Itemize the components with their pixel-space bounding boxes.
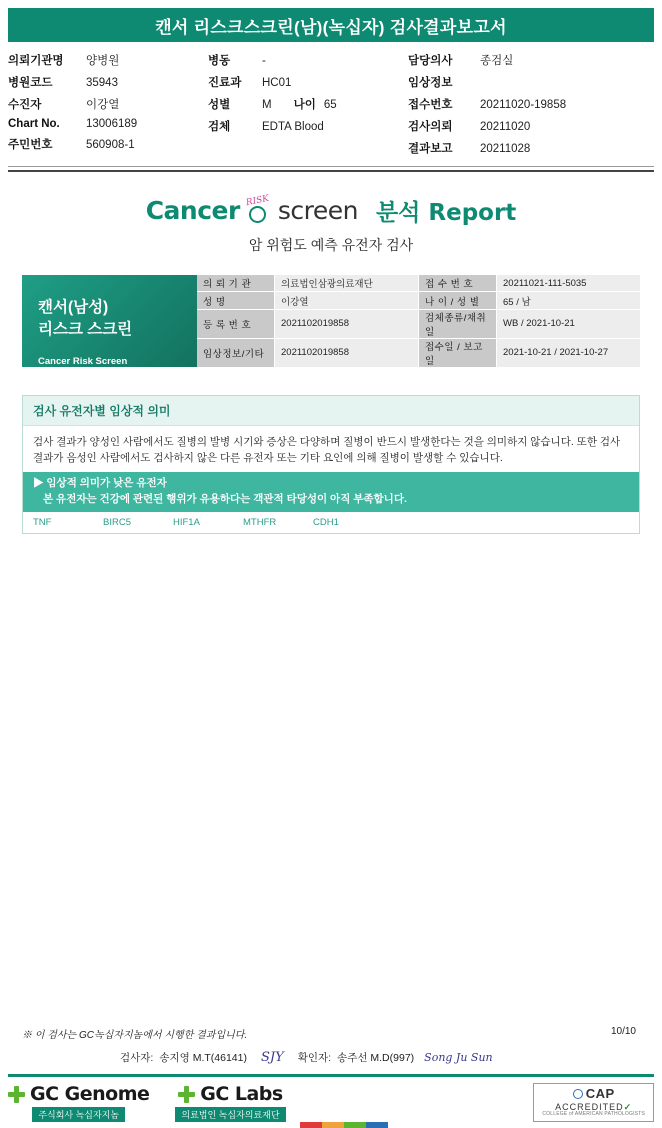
signature-row [120,1050,497,1065]
color-strip [300,1122,388,1128]
cell-value: WB / 2021-10-21 [497,310,640,339]
field-value: 종검실 [480,55,514,67]
cap-footnote: COLLEGE of AMERICAN PATHOLOGISTS [542,1111,645,1118]
field-label: 검사의뢰 [408,121,453,133]
footer-brand-gcgenome [8,1083,149,1122]
brand-name: GC Labs [200,1083,283,1105]
field-label: 접수번호 [408,99,453,111]
field-value: - [262,55,266,67]
brand-top-row [178,1083,283,1105]
info-row [408,74,638,90]
info-row-gender-age [208,96,408,112]
gene-list [23,512,639,533]
cap-globe-icon [573,1089,583,1099]
footer-note: ※ 이 검사는 GC녹십자지놈에서 시행한 결과입니다. [22,1030,248,1041]
info-row [408,118,638,134]
field-value: 20211020-19858 [480,99,567,111]
cell-value: 2021102019858 [275,339,419,367]
patient-info-column-1 [8,52,208,156]
cell-key: 접수일 / 보고일 [419,339,497,367]
brand-screen-text: screen [277,196,358,225]
risk-script-text: RISK [245,193,270,208]
patient-info-column-2 [208,52,408,156]
footer-brand-bar [8,1074,654,1122]
field-label: Chart No. [8,118,60,130]
table-row [197,310,640,339]
table-row [197,292,640,309]
field-label: 수진자 [8,99,42,111]
table-row [197,275,640,292]
field-value: HC01 [262,77,292,89]
cell-value: 2021102019858 [275,310,419,339]
brand-name: GC Genome [30,1083,150,1105]
footer-brand-group [8,1083,312,1122]
cell-value: 2021-10-21 / 2021-10-27 [497,339,640,367]
section-heading: 검사 유전자별 임상적 의미 [23,396,639,426]
tester-name: 송지영 M.T(46141) [159,1052,247,1064]
report-title-bar [8,8,654,42]
panel-title-line1: 캔서(남성) [38,299,109,316]
panel-title-sub: Cancer Risk Screen [38,355,128,367]
field-label: 주민번호 [8,139,53,151]
cap-accreditation-badge [533,1083,654,1122]
cell-key: 성 명 [197,292,275,309]
field-value: 13006189 [86,118,138,130]
info-row [408,140,638,156]
confirmer-name: 송주선 M.D(997) [337,1052,415,1064]
green-cross-icon [178,1086,195,1103]
brand-title-block [0,194,662,255]
cell-key: 접 수 번 호 [419,275,497,292]
info-row [208,118,408,134]
brand-subtitle: 암 위험도 예측 유전자 검사 [248,237,414,253]
field-label: 담당의사 [408,55,453,67]
table-row [197,339,640,367]
cell-key: 임상정보/기타 [197,339,275,367]
footer-brand-gclabs [175,1083,285,1122]
gene-item: TNF [33,516,52,528]
gene-item: BIRC5 [103,516,131,528]
cap-title [542,1087,645,1102]
check-icon: ✓ [623,1101,633,1112]
gene-item: HIF1A [173,516,200,528]
info-row [8,52,208,68]
field-value: 양병원 [86,55,120,67]
field-label-age: 나이 [293,99,316,111]
field-value: EDTA Blood [262,121,324,133]
cell-value: 20211021-111-5035 [497,275,640,292]
banner-line2: 본 유전자는 건강에 관련된 행위가 유용하다는 객관적 타당성이 아직 부족합니다. [43,493,407,506]
confirmer-signature: Song Ju Sun [424,1051,493,1064]
field-value: 35943 [86,77,118,89]
banner-line1: ▶ 임상적 의미가 낮은 유전자 [33,477,167,490]
info-row [208,74,408,90]
info-row [408,96,638,112]
cell-key: 검체종류/채취일 [419,310,497,339]
info-row [8,118,208,130]
brand-top-row [8,1083,149,1105]
cell-value: 65 / 남 [497,292,640,309]
specimen-info-panel [22,275,640,367]
field-label: 성별 [208,99,231,111]
info-row [8,74,208,90]
field-label: 의뢰기관명 [8,55,64,67]
field-label: 병원코드 [8,77,53,89]
low-significance-banner [23,472,639,512]
patient-info-column-3 [408,52,638,156]
field-value: 20211028 [480,143,531,155]
tester-label: 검사자: [120,1052,154,1064]
cap-subtitle-text: ACCREDITED [555,1101,624,1112]
field-value-age: 65 [323,99,337,111]
page-number: 10/10 [610,1026,636,1037]
field-label: 결과보고 [408,143,453,155]
field-value: 이강열 [86,99,120,111]
panel-info-table [197,275,640,367]
field-value: 20211020 [480,121,531,133]
cell-value: 이강열 [275,292,419,309]
confirmer-label: 확인자: [297,1052,332,1064]
cell-key: 등 록 번 호 [197,310,275,339]
green-cross-icon [8,1086,25,1103]
divider-thin [8,166,654,167]
field-label: 병동 [208,55,231,67]
field-value: M [262,99,272,111]
field-value: 560908-1 [86,139,135,151]
info-row [8,136,208,152]
cell-key: 나 이 / 성 별 [419,292,497,309]
brand-subtitle: 의료법인 녹십자의료재단 [175,1107,285,1122]
divider-thick [8,170,654,172]
cell-value: 의료법인삼광의료재단 [275,275,419,292]
gene-item: CDH1 [313,516,339,528]
field-label: 임상정보 [408,77,453,89]
cell-key: 의 뢰 기 관 [197,275,275,292]
info-row [208,52,408,68]
gene-item: MTHFR [243,516,277,528]
panel-test-name [22,275,197,367]
brand-report-text: 분석 Report [375,200,517,226]
panel-title-line2: 리스크 스크린 [38,321,133,339]
page-title: 캔서 리스크스크린(남)(녹십자) 검사결과보고서 [155,17,507,37]
info-row [8,96,208,112]
cap-title-text: CAP [585,1086,615,1101]
field-label: 검체 [208,121,231,133]
risk-ring-icon [244,193,274,224]
patient-info-block [8,52,654,166]
brand-logo [146,194,517,227]
clinical-meaning-section [22,395,640,534]
brand-cancer-text: Cancer [145,196,240,225]
brand-subtitle: 주식회사 녹십자지놈 [32,1107,125,1122]
tester-signature: SJY [260,1050,284,1065]
info-row [408,52,638,68]
section-description: 검사 결과가 양성인 사람에서도 질병의 발병 시기와 증상은 다양하며 질병이 반드시 발생한다는 것을 의미하지 않습니다. 또한 검사 결과가 음성인 사람에서도 검사하지 않은 다른 유전자 또는 기타 요인에 의해 질병이 발생할 수 있습니다. [33,435,621,465]
field-label: 진료과 [208,77,242,89]
